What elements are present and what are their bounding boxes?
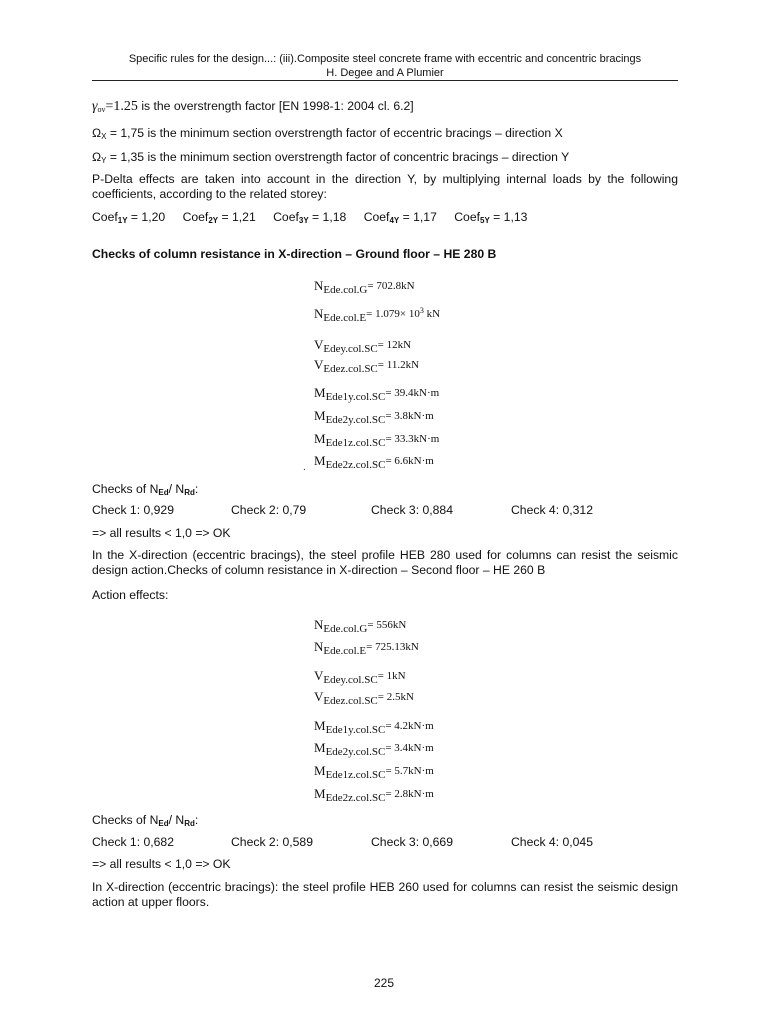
stray-dot: . [303,462,306,473]
gamma-value: =1.25 [105,99,138,114]
equation2-n-ede-col-e: NEde.col.E= 725.13kN [314,639,419,657]
equation-v-edey-col-sc: VEdey.col.SC= 12kN [314,337,412,355]
check-4-ground: Check 4: 0,312 [511,503,593,517]
header-authors: H. Degee and A Plumier [326,67,444,79]
gamma-text: is the overstrength factor [EN 1998-1: 2004 cl. 6.2] [137,99,414,113]
result-second: => all results < 1,0 => OK [92,857,231,871]
check-2-ground: Check 2: 0,79 [231,503,307,517]
omega-x-line [92,126,678,141]
check-1-second: Check 1: 0,682 [92,835,174,849]
equation2-m-ede2y-col-sc: MEde2y.col.SC= 3.4kN·m [314,740,434,758]
check-1-ground: Check 1: 0,929 [92,503,174,517]
omega-y-sub: Y [101,156,107,165]
equation2-m-ede2z-col-sc: MEde2z.col.SC= 2.8kN·m [314,786,434,804]
omega-x-text: = 1,75 is the minimum section overstrength factor of eccentric bracings – direction X [106,126,563,140]
checks-label-ground: Checks of $N_{Ed}/$ $N_{Rd}$: [92,482,199,497]
omega-x-sub: X [101,132,107,141]
coef-1y: Coef$_{1Y}$ = 1,20 [92,210,166,225]
omega-x-symbol: Ω [92,126,102,140]
gamma-line [92,99,678,114]
section-heading-ground-floor: Checks of column resistance in X-direction – Ground floor – HE 280 B [92,247,497,261]
omega-y-symbol: Ω [92,150,102,164]
header-title: Specific rules for the design...: (iii).Composite steel concrete frame with eccentric and concentric bracings [128,53,642,65]
equation-n-ede-col-e: NEde.col.E= $1.079\times 10^3$ kN [314,306,441,324]
check-2-second: Check 2: 0,589 [231,835,313,849]
equation2-m-ede1z-col-sc: MEde1z.col.SC= 5.7kN·m [314,763,434,781]
check-3-second: Check 3: 0,669 [371,835,453,849]
equation-m-ede2z-col-sc: MEde2z.col.SC= 6.6kN·m [314,453,434,471]
conclusion-ground: In the X-direction (eccentric bracings), the steel profile HEB 280 used for columns can resist the seismic design action.Checks of column resistance in X-direction – Second floor – HE 260 B [92,548,678,577]
coef-3y: Coef$_{3Y}$ = 1,18 [273,210,347,225]
page-number: 225 [373,976,395,990]
conclusion-second: In X-direction (eccentric bracings): the steel profile HEB 260 used for columns can resist the seismic design action at upper floors. [92,880,678,909]
action-effects-label: Action effects: [92,588,169,602]
coefficients-row [92,210,678,225]
running-header [92,52,678,80]
pdelta-paragraph: P-Delta effects are taken into account in the direction Y, by multiplying internal loads by the following coefficients, according to the related storey: [92,172,678,201]
equation2-v-edey-col-sc: VEdey.col.SC= 1kN [314,668,406,686]
omega-y-line [92,150,678,165]
header-divider [92,80,678,81]
equation-v-edez-col-sc: VEdez.col.SC= 11.2kN [314,357,420,375]
result-ground: => all results < 1,0 => OK [92,526,231,540]
coef-2y: Coef$_{2Y}$ = 1,21 [182,210,256,225]
equation2-v-edez-col-sc: VEdez.col.SC= 2.5kN [314,689,414,707]
gamma-sub: ov [97,105,106,114]
equation2-n-ede-col-g: NEde.col.G= 556kN [314,617,407,635]
check-4-second: Check 4: 0,045 [511,835,593,849]
omega-y-text: = 1,35 is the minimum section overstrength factor of concentric bracings – direction Y [106,150,570,164]
equation2-m-ede1y-col-sc: MEde1y.col.SC= 4.2kN·m [314,718,434,736]
checks-label-second: Checks of $N_{Ed}/$ $N_{Rd}$: [92,813,199,828]
equation-m-ede1y-col-sc: MEde1y.col.SC= 39.4kN·m [314,385,440,403]
check-3-ground: Check 3: 0,884 [371,503,453,517]
gamma-symbol: γ [92,99,98,114]
equation-m-ede1z-col-sc: MEde1z.col.SC= 33.3kN·m [314,431,440,449]
coef-4y: Coef$_{4Y}$ = 1,17 [363,210,437,225]
equation-n-ede-col-g: NEde.col.G= 702.8kN [314,278,415,296]
equation-m-ede2y-col-sc: MEde2y.col.SC= 3.8kN·m [314,408,434,426]
coef-5y: Coef$_{5Y}$ = 1,13 [454,210,528,225]
